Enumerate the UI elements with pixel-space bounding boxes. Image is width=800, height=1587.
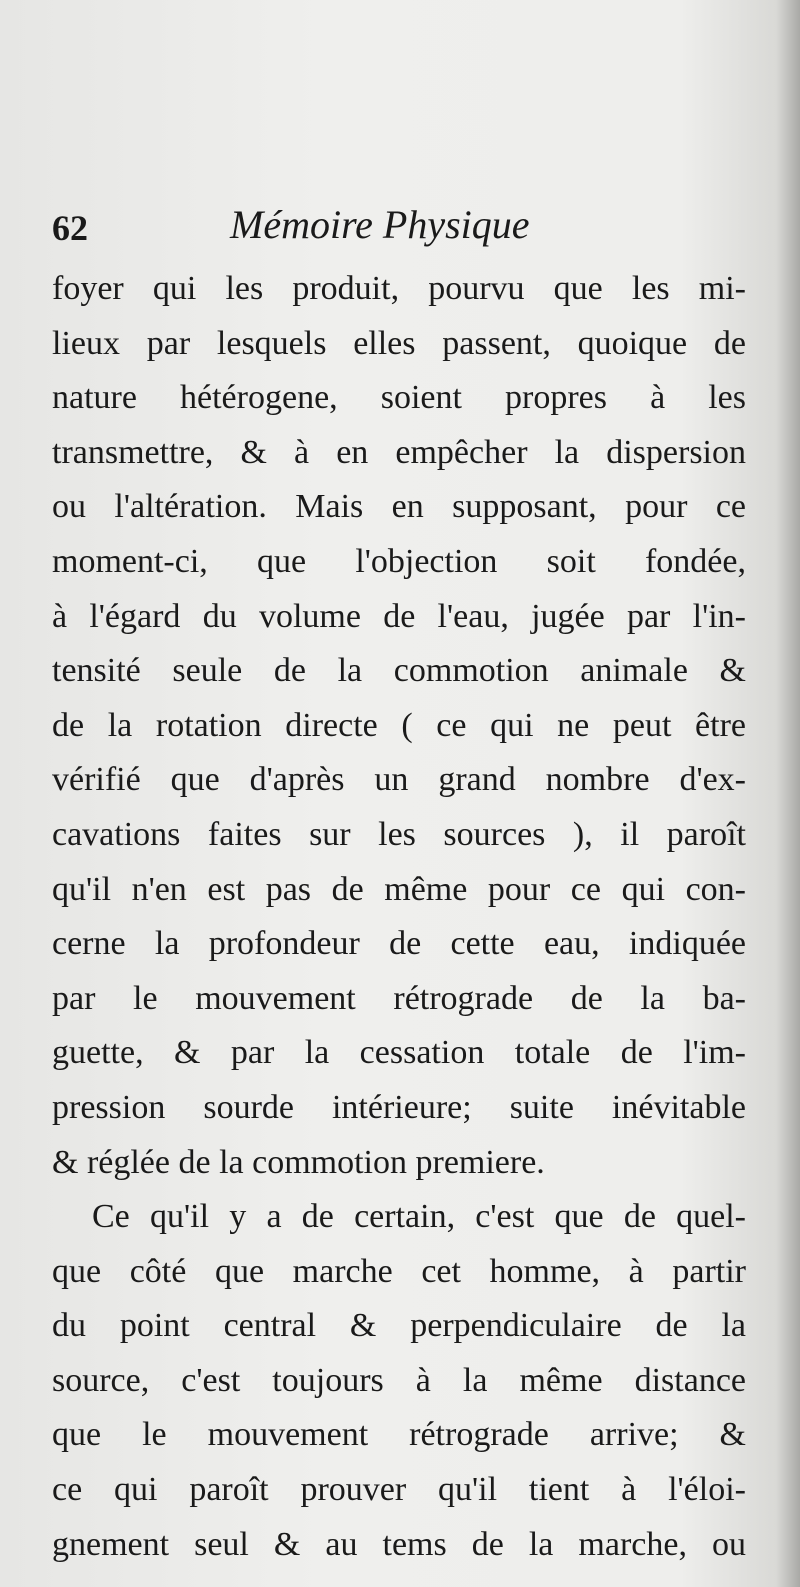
text-line: du point central & perpendiculaire de la: [52, 1307, 746, 1345]
page-number: 62: [52, 208, 88, 248]
text-line: gnement seul & au tems de la marche, ou: [52, 1525, 746, 1563]
text-line: guette, & par la cessation totale de l'im-: [52, 1034, 746, 1072]
running-head: Mémoire Physique: [230, 202, 530, 247]
text-line: de la rotation directe ( ce qui ne peut être: [52, 706, 746, 744]
text-line: pression sourde intérieure; suite inévitable: [52, 1088, 746, 1126]
text-line: source, c'est toujours à la même distance: [52, 1361, 746, 1399]
text-line: cerne la profondeur de cette eau, indiquée: [52, 925, 746, 963]
text-line: tensité seule de la commotion animale &: [52, 652, 746, 690]
text-line: nature hétérogene, soient propres à les: [52, 379, 746, 417]
text-line: que côté que marche cet homme, à partir: [52, 1252, 746, 1290]
text-line: lieux par lesquels elles passent, quoique de: [52, 324, 746, 362]
text-line: qu'il n'en est pas de même pour ce qui con-: [52, 870, 746, 908]
text-line: transmettre, & à en empêcher la dispersion: [52, 433, 746, 471]
text-line: par le mouvement rétrograde de la ba-: [52, 979, 746, 1017]
text-line: ou l'altération. Mais en supposant, pour ce: [52, 488, 746, 526]
text-line: cavations faites sur les sources ), il paroît: [52, 815, 746, 853]
body-text: [52, 262, 746, 1572]
text-line: foyer qui les produit, pourvu que les mi-: [52, 270, 746, 307]
paragraph-start-line: Ce qu'il y a de certain, c'est que de quel-: [92, 1198, 746, 1236]
text-line: à l'égard du volume de l'eau, jugée par l'in-: [52, 597, 746, 635]
text-line: moment-ci, que l'objection soit fondée,: [52, 542, 746, 580]
paragraph-end-line: & réglée de la commotion premiere.: [52, 1143, 545, 1181]
text-line: que le mouvement rétrograde arrive; &: [52, 1416, 746, 1454]
text-line: ce qui paroît prouver qu'il tient à l'éloi-: [52, 1471, 746, 1509]
text-line: vérifié que d'après un grand nombre d'ex-: [52, 761, 746, 799]
page-header: [52, 195, 742, 255]
